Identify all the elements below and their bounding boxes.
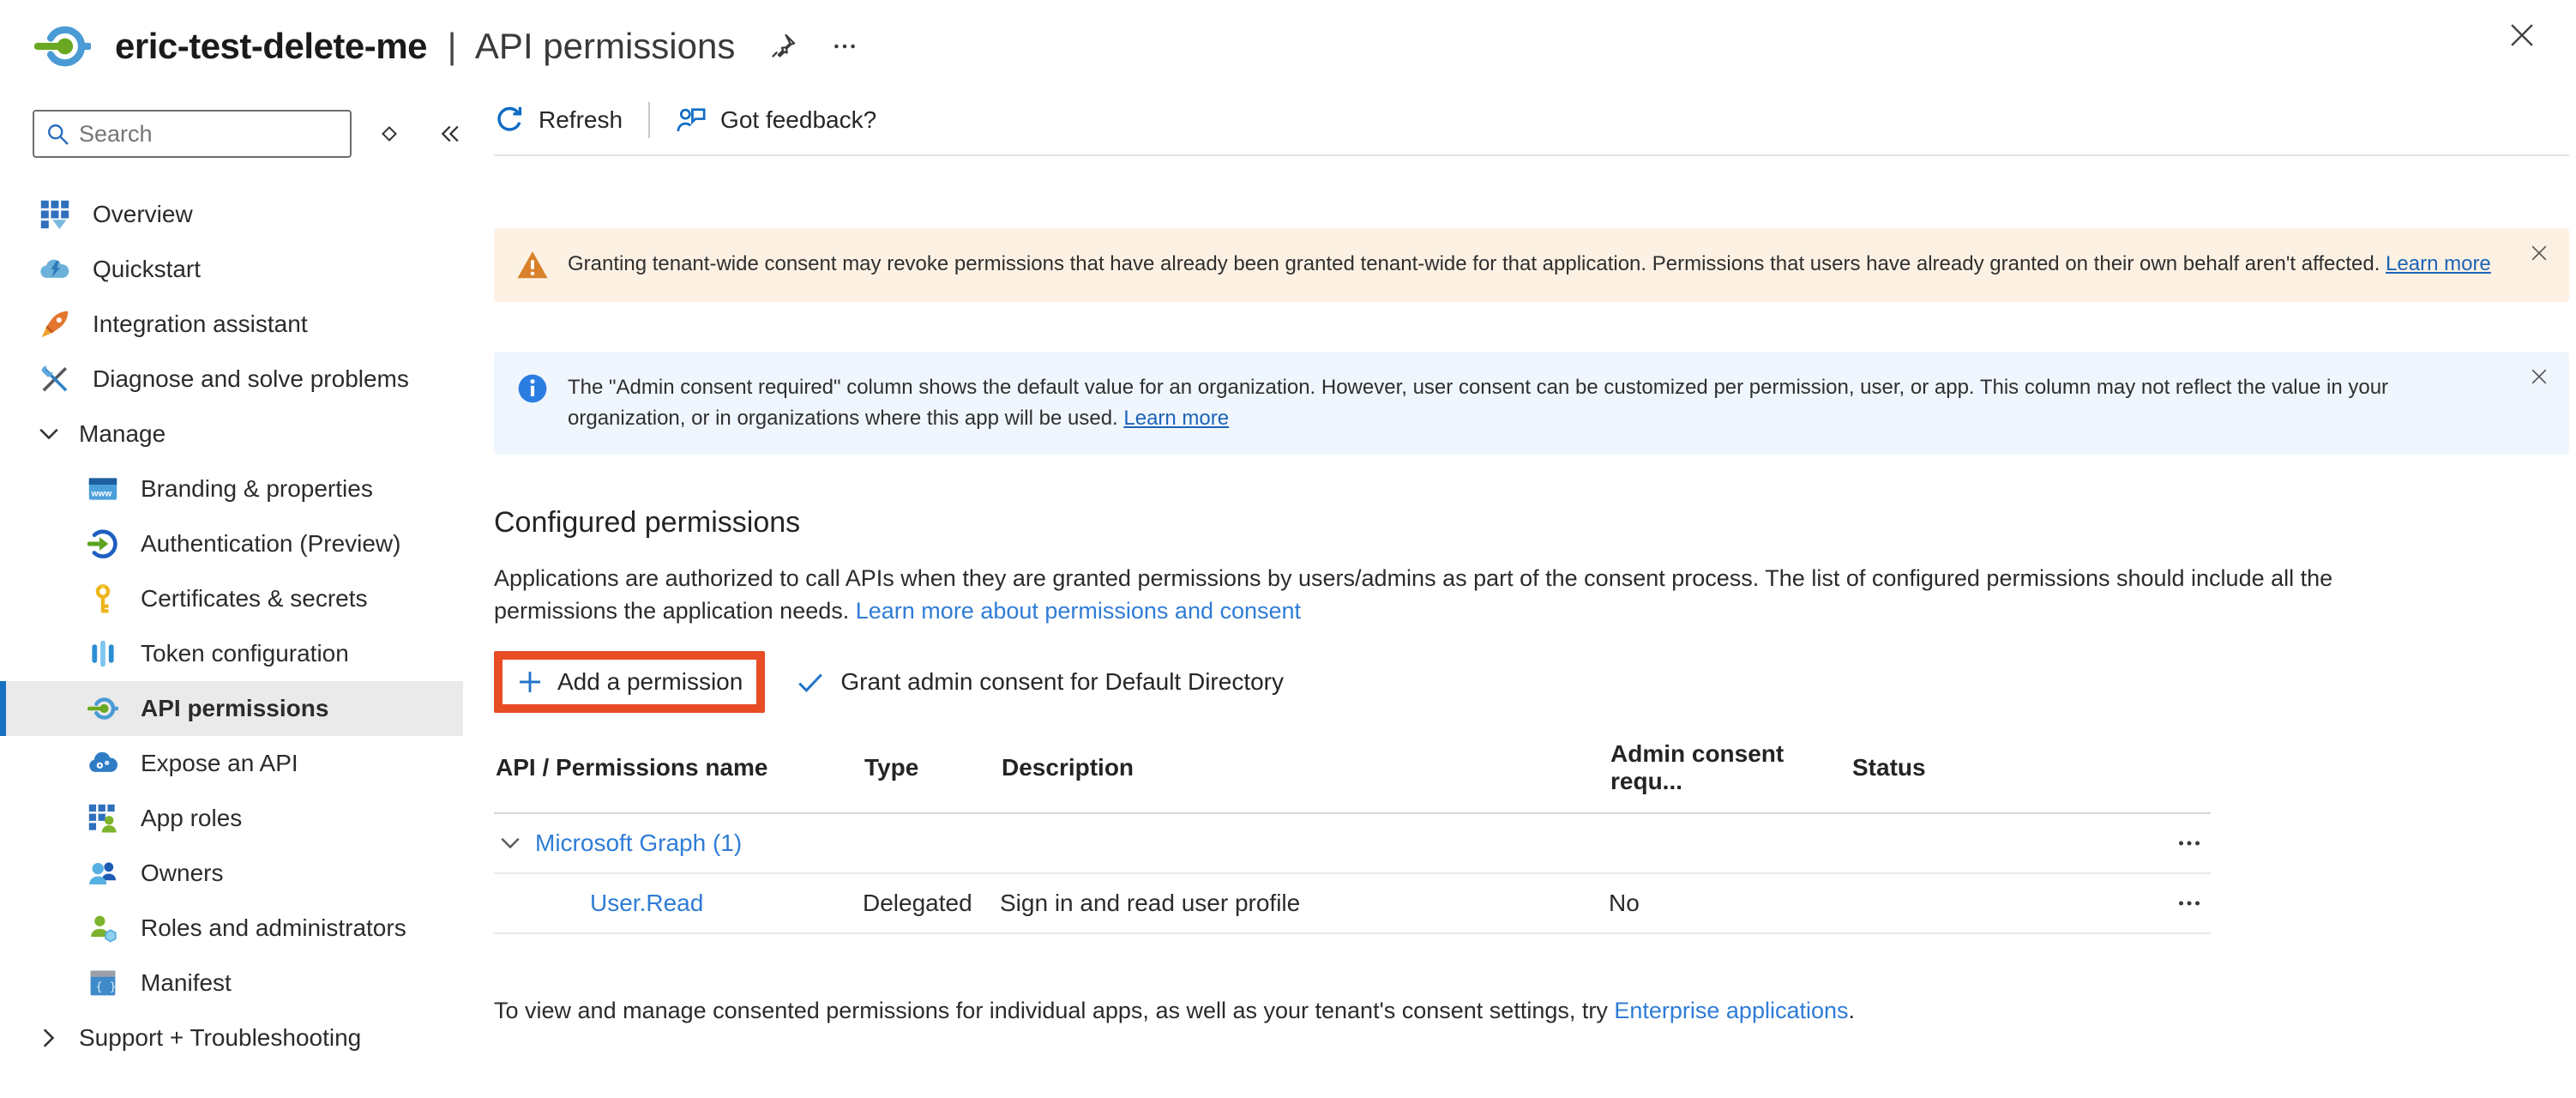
sidebar-item-overview[interactable]	[0, 187, 463, 242]
sidebar-search-row	[0, 110, 463, 158]
sidebar-section-label: Support + Troubleshooting	[79, 1024, 362, 1051]
feedback-label: Got feedback?	[720, 106, 877, 133]
ellipsis-icon[interactable]	[831, 33, 858, 60]
overview-icon	[39, 199, 70, 230]
footer-period: .	[1848, 998, 1856, 1023]
sidebar-item-api-permissions[interactable]	[0, 681, 463, 736]
filter-diamond-icon[interactable]	[377, 122, 401, 146]
permissions-table	[494, 733, 2211, 934]
sidebar-item-label: Authentication (Preview)	[141, 530, 401, 557]
sidebar-item-label: Quickstart	[93, 256, 202, 282]
close-icon[interactable]	[2507, 21, 2537, 54]
sidebar-item-label: Integration assistant	[93, 311, 308, 337]
sidebar-nav	[0, 187, 463, 1065]
sidebar-item-branding-properties[interactable]	[0, 462, 463, 516]
section-title: Configured permissions	[494, 506, 801, 539]
cloud-gear-icon	[87, 748, 118, 779]
page-title	[115, 26, 735, 67]
highlight-box	[494, 651, 765, 713]
sidebar-item-token-configuration[interactable]	[0, 626, 463, 681]
chevron-down-icon	[36, 421, 62, 447]
sidebar-section-support-troubleshooting[interactable]	[0, 1011, 463, 1065]
command-bar	[494, 86, 2569, 156]
sidebar-item-roles-administrators[interactable]	[0, 901, 463, 956]
page-body	[0, 86, 2576, 1065]
blade-name: API permissions	[474, 26, 736, 66]
api-permissions-icon	[87, 693, 118, 724]
sidebar-item-manifest[interactable]	[0, 956, 463, 1011]
permission-description-cell: Sign in and read user profile	[1000, 890, 1301, 916]
sidebar-item-label: Token configuration	[141, 640, 349, 667]
row-more-options-button[interactable]	[2175, 889, 2211, 918]
sidebar-item-label: Branding & properties	[141, 475, 373, 502]
app-logo-icon	[34, 18, 91, 75]
search-box[interactable]	[33, 110, 352, 158]
footer-text: To view and manage consented permissions for individual apps, as well as your tenant's consent settings, try	[494, 998, 1615, 1023]
refresh-icon	[494, 105, 525, 136]
app-roles-icon	[87, 803, 118, 834]
table-header-row	[494, 733, 2211, 814]
column-status: Status	[1852, 754, 1926, 781]
collapse-icon[interactable]	[437, 122, 461, 146]
info-banner	[494, 352, 2569, 455]
refresh-button[interactable]	[494, 105, 623, 136]
chevron-right-icon	[36, 1025, 62, 1051]
info-banner-text	[568, 372, 2509, 434]
blade-header	[0, 0, 2576, 86]
sidebar-item-label: Owners	[141, 860, 224, 886]
sidebar	[0, 86, 463, 1065]
key-icon	[87, 583, 118, 614]
tools-icon	[39, 364, 70, 395]
sidebar-item-integration-assistant[interactable]	[0, 297, 463, 352]
column-api-permissions-name: API / Permissions name	[496, 754, 768, 781]
authentication-icon	[87, 528, 118, 559]
sidebar-item-label: Certificates & secrets	[141, 585, 368, 612]
ellipsis-icon	[2175, 889, 2204, 918]
refresh-label: Refresh	[539, 106, 623, 133]
sidebar-item-quickstart[interactable]	[0, 242, 463, 297]
info-text: The "Admin consent required" column shows the default value for an organization. However, user consent can be customized per permission, user, or app. This column may not reflect the value in your organization, or in organizations where this app will be used.	[568, 376, 2389, 430]
warning-banner	[494, 228, 2569, 302]
add-permission-label: Add a permission	[557, 668, 743, 695]
sidebar-item-label: API permissions	[141, 695, 329, 721]
warning-banner-text	[568, 249, 2491, 280]
section-description	[494, 562, 2406, 627]
api-group-link[interactable]: Microsoft Graph (1)	[535, 830, 743, 856]
chevron-down-icon[interactable]	[497, 830, 523, 856]
sidebar-item-expose-an-api[interactable]	[0, 736, 463, 791]
table-group-row	[494, 814, 2211, 874]
add-permission-button[interactable]	[516, 668, 743, 696]
footer-note	[494, 998, 2569, 1024]
sidebar-item-label: Expose an API	[141, 750, 298, 776]
sidebar-item-label: Overview	[93, 201, 193, 227]
row-more-options-button[interactable]	[2175, 829, 2211, 858]
feedback-icon	[676, 105, 707, 136]
permission-type-cell: Delegated	[863, 890, 972, 916]
title-separator: |	[447, 26, 457, 66]
grant-admin-consent-label: Grant admin consent for Default Directory	[840, 668, 1285, 695]
search-icon	[45, 121, 70, 147]
close-icon[interactable]	[2528, 365, 2550, 392]
sidebar-item-diagnose[interactable]	[0, 352, 463, 407]
close-icon[interactable]	[2528, 242, 2550, 268]
warning-text: Granting tenant-wide consent may revoke permissions that have already been granted tenant-wide for that application. Permissions that users have already granted on their own behalf aren't affected.	[568, 252, 2386, 275]
info-icon	[516, 372, 549, 405]
table-permission-row	[494, 874, 2211, 934]
manifest-icon	[87, 968, 118, 998]
enterprise-applications-link[interactable]: Enterprise applications	[1614, 998, 1849, 1023]
permissions-consent-link[interactable]: Learn more about permissions and consent	[855, 598, 1302, 624]
sidebar-item-owners[interactable]	[0, 846, 463, 901]
sidebar-item-certificates-secrets[interactable]	[0, 571, 463, 626]
column-type: Type	[864, 754, 919, 781]
rocket-icon	[39, 309, 70, 340]
check-icon	[796, 667, 825, 697]
toolbar-divider	[648, 102, 650, 138]
sidebar-section-label: Manage	[79, 420, 166, 447]
permission-name-cell	[494, 890, 863, 917]
sidebar-item-app-roles[interactable]	[0, 791, 463, 846]
token-bars-icon	[87, 638, 118, 669]
warning-learn-more-link[interactable]: Learn more	[2386, 252, 2491, 275]
grant-admin-consent-button[interactable]	[796, 667, 1284, 697]
pin-icon[interactable]	[769, 33, 797, 60]
content-pane	[463, 86, 2576, 1024]
permission-link[interactable]: User.Read	[590, 890, 704, 916]
quickstart-icon	[39, 254, 70, 285]
column-admin-consent-required: Admin consent requ...	[1610, 740, 1785, 794]
plus-icon	[516, 668, 544, 696]
feedback-button[interactable]	[676, 105, 876, 136]
svg-text:{ }: { }	[95, 980, 117, 994]
actions-row	[494, 651, 2569, 713]
permission-admin-consent-cell: No	[1609, 890, 1640, 916]
sidebar-item-label: Diagnose and solve problems	[93, 365, 409, 392]
sidebar-section-manage[interactable]	[0, 407, 463, 462]
section-description-text: Applications are authorized to call APIs when they are granted permissions by users/admins as part of the consent process. The list of configured permissions should include all the permissions the application needs.	[494, 565, 2333, 624]
info-learn-more-link[interactable]: Learn more	[1123, 407, 1230, 430]
search-input[interactable]	[77, 120, 350, 148]
ellipsis-icon	[2175, 829, 2204, 858]
api-group-cell	[494, 830, 2142, 857]
sidebar-item-authentication[interactable]	[0, 516, 463, 571]
sidebar-item-label: Roles and administrators	[141, 914, 406, 941]
roles-admins-icon	[87, 913, 118, 944]
sidebar-item-label: Manifest	[141, 969, 232, 996]
warning-icon	[516, 249, 549, 281]
owners-icon	[87, 858, 118, 889]
app-name: eric-test-delete-me	[115, 26, 427, 66]
browser-icon	[87, 474, 118, 504]
sidebar-item-label: App roles	[141, 805, 243, 831]
column-description: Description	[1002, 754, 1135, 781]
svg-text:www: www	[91, 489, 112, 499]
